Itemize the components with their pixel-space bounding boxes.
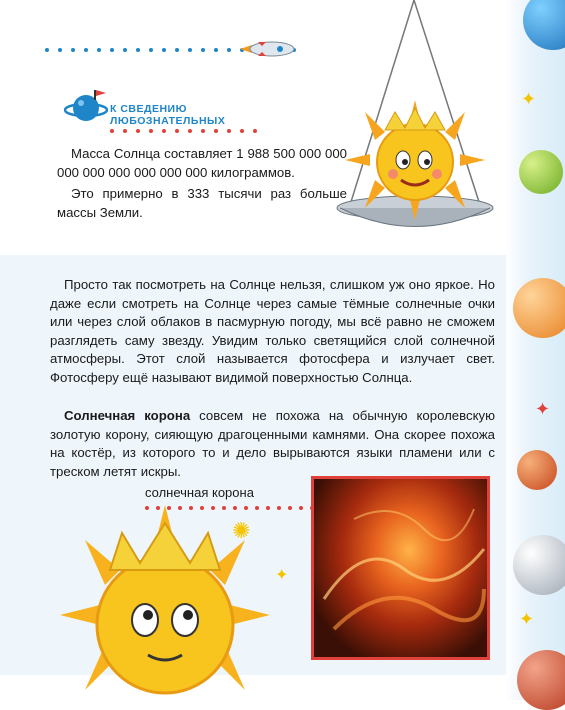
star-icon: ✦ <box>521 89 537 109</box>
planet-green-icon <box>519 150 563 194</box>
rocket-icon <box>238 38 298 60</box>
planet-blue-icon <box>523 0 565 50</box>
star-icon: ✦ <box>519 609 535 629</box>
star-icon: ✦ <box>535 399 551 419</box>
star-icon: ✺ <box>232 518 251 543</box>
photo-caption: солнечная корона <box>145 485 254 500</box>
main-paragraph-1: Просто так посмотреть на Солнце нельзя, слишком уж оно яркое. Но даже если смотреть на Солнце через самые тёмные солнечные очки или через слой облаков в пасмурную погоду, мы всё равно не сможем разглядеть саму звезду. Увидим только светящийся слой солнечной атмосферы. Этот слой называется фотосфера и излучает свет. Фотосферу ещё называют видимой поверхностью Солнца. <box>50 277 495 385</box>
badge-title <box>110 103 225 127</box>
planet-moon-icon <box>513 535 565 595</box>
planet-orange-icon <box>513 278 565 338</box>
planet-red-icon <box>517 650 565 710</box>
term-solar-corona: Солнечная корона <box>64 408 191 423</box>
planet-mars-icon <box>517 450 557 490</box>
fact-paragraph-1: Масса Солнца составляет 1 988 500 000 000 000 000 000 000 000 000 килограммов. <box>57 146 347 180</box>
badge-title-line1: К СВЕДЕНИЮ <box>110 103 187 115</box>
fact-paragraph-2: Это примерно в 333 тысячи раз больше массы Земли. <box>57 186 347 220</box>
badge-title-line2: ЛЮБОЗНАТЕЛЬНЫХ <box>110 115 226 127</box>
badge-dotted-line <box>110 129 257 133</box>
sun-crown-icon <box>345 100 485 220</box>
star-icon: ✦ <box>275 567 289 584</box>
planet-strip <box>505 0 565 700</box>
main-paragraph-2-text: совсем не похожа на обычную королевскую золотую корону, сияющую драгоценными камнями. Она скорее похожа на костёр, из которого то и дело вырываются языки пламени или с треском летят искры. <box>50 408 495 479</box>
solar-corona-photo <box>311 476 490 660</box>
planet-badge-icon <box>64 88 108 128</box>
main-paragraph-2 <box>50 407 495 481</box>
fact-box <box>57 145 347 245</box>
